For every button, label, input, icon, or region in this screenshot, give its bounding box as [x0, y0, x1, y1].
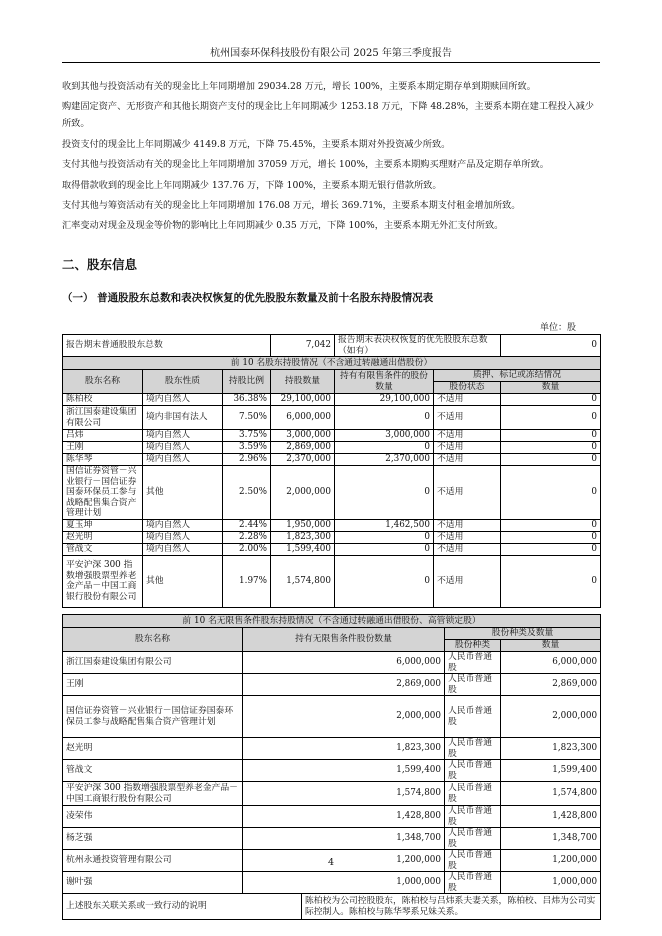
cell-amount: 1,348,700: [501, 828, 601, 850]
table-row: [63, 430, 601, 442]
cell-amount: 2,000,000: [501, 696, 601, 738]
cell-name: 平安沪深 300 指数增强股票型养老金产品－中国工商银行股份有限公司: [63, 782, 243, 806]
cell-restricted: 3,000,000: [335, 430, 434, 442]
table-row: [63, 454, 601, 466]
cell-nature: 境内自然人: [143, 454, 223, 466]
table-row: [63, 466, 601, 520]
paragraph: 支付其他与筹资活动有关的现金比上年同期增加 176.08 万元，增长 369.71%，主要系本期支付租金增加所致。: [62, 200, 521, 211]
cell-ratio: 3.59%: [223, 442, 271, 454]
relation-text: 陈柏校为公司控股股东，陈柏校与吕炜系夫妻关系，陈柏校、吕炜为公司实际控制人。陈柏校与陈华琴系兄妹关系。: [302, 894, 601, 920]
cell-restricted: 2,370,000: [335, 454, 434, 466]
cell-status: 不适用: [434, 555, 501, 607]
cell-name: 浙江国泰建设集团有限公司: [63, 406, 143, 430]
cell-qty: 1,574,800: [243, 782, 445, 806]
col-header-restricted: 持有有限售条件的股份数量: [335, 370, 434, 394]
cell-nature: 境内非国有法人: [143, 406, 223, 430]
cell-qty: 1,348,700: [243, 828, 445, 850]
cell-status: 不适用: [434, 430, 501, 442]
cell-name: 夏玉坤: [63, 519, 143, 531]
cell-qty: 1,428,800: [243, 806, 445, 828]
cell-qty: 2,869,000: [271, 442, 335, 454]
section-title: 二、股东信息: [62, 257, 138, 272]
cell-amount: 0: [501, 543, 601, 555]
col-header-unrestricted-qty: 持有无限售条件股份数量: [243, 628, 445, 652]
cell-amount: 0: [501, 430, 601, 442]
cell-qty: 2,869,000: [243, 674, 445, 696]
cell-name: 凌荣伟: [63, 806, 243, 828]
table-row: [63, 652, 601, 674]
table-row: [63, 406, 601, 430]
cell-type: 人民币普通股: [445, 760, 501, 782]
cell-qty: 3,000,000: [271, 430, 335, 442]
table-row: [63, 519, 601, 531]
cell-amount: 1,200,000: [501, 850, 601, 872]
col-header-ratio: 持股比例: [223, 370, 271, 394]
cell-amount: 1,574,800: [501, 782, 601, 806]
cell-name: 管战文: [63, 543, 143, 555]
cell-qty: 1,200,000: [243, 850, 445, 872]
cell-status: 不适用: [434, 531, 501, 543]
relation-row: [63, 894, 601, 920]
cell-ratio: 1.97%: [223, 555, 271, 607]
paragraph: 支付其他与投资活动有关的现金比上年同期增加 37059 万元，增长 100%，主要系本期购买理财产品及定期存单所致。: [62, 159, 549, 170]
report-header: 杭州国泰环保科技股份有限公司 2025 年第三季度报告: [210, 48, 452, 59]
paragraph: 购建固定资产、无形资产和其他长期资产支付的现金比上年同期减少 1253.18 万元，下降 48.28%，主要系本期在建工程投入减少所致。: [62, 101, 594, 129]
cell-amount: 1,000,000: [501, 872, 601, 894]
relation-label: 上述股东关联关系或一致行动的说明: [63, 894, 302, 920]
paragraph: 投资支付的现金比上年同期减少 4149.8 万元，下降 75.45%，主要系本期对外投资减少所致。: [62, 139, 451, 150]
table-row: [63, 738, 601, 760]
cell-qty: 1,950,000: [271, 519, 335, 531]
cell-nature: 其他: [143, 555, 223, 607]
cell-restricted: 0: [335, 555, 434, 607]
table-row: [63, 531, 601, 543]
cell-qty: 2,000,000: [243, 696, 445, 738]
cell-amount: 6,000,000: [501, 652, 601, 674]
col-header-name: 股东名称: [63, 628, 243, 652]
cell-nature: 境内自然人: [143, 430, 223, 442]
cell-amount: 0: [501, 519, 601, 531]
cell-ratio: 7.50%: [223, 406, 271, 430]
cell-amount: 0: [501, 406, 601, 430]
cell-name: 杨芝强: [63, 828, 243, 850]
unrestricted-shareholders-table: [62, 614, 601, 920]
col-header-name: 股东名称: [63, 370, 143, 394]
col-header-nature: 股东性质: [143, 370, 223, 394]
cell-ratio: 2.44%: [223, 519, 271, 531]
cell-qty: 1,574,800: [271, 555, 335, 607]
cell-name: 赵光明: [63, 531, 143, 543]
cell-nature: 境内自然人: [143, 394, 223, 406]
col-header-status: 股份状态: [434, 382, 501, 394]
cell-qty: 6,000,000: [271, 406, 335, 430]
cell-name: 平安沪深 300 指数增强股票型养老金产品－中国工商银行股份有限公司: [63, 555, 143, 607]
cell-restricted: 0: [335, 442, 434, 454]
cell-restricted: 1,462,500: [335, 519, 434, 531]
cell-amount: 0: [501, 454, 601, 466]
summary-label-preferred: 报告期末表决权恢复的优先股股东总数（如有）: [335, 335, 501, 357]
cell-nature: 境内自然人: [143, 442, 223, 454]
cell-ratio: 36.38%: [223, 394, 271, 406]
table-section-title: 前 10 名股东持股情况（不含通过转融通出借股份）: [63, 357, 601, 370]
table-row: [63, 394, 601, 406]
cell-type: 人民币普通股: [445, 828, 501, 850]
table-row: [63, 806, 601, 828]
cell-type: 人民币普通股: [445, 652, 501, 674]
col-header-kind: 股份种类及数量: [445, 628, 601, 640]
table-row: [63, 555, 601, 607]
cell-status: 不适用: [434, 442, 501, 454]
cell-type: 人民币普通股: [445, 696, 501, 738]
cell-qty: 6,000,000: [243, 652, 445, 674]
col-header-amount: 数量: [501, 382, 601, 394]
cell-type: 人民币普通股: [445, 872, 501, 894]
cell-status: 不适用: [434, 519, 501, 531]
cell-qty: 2,370,000: [271, 454, 335, 466]
cell-status: 不适用: [434, 394, 501, 406]
col-header-pledge: 质押、标记或冻结情况: [434, 370, 601, 382]
cell-restricted: 29,100,000: [335, 394, 434, 406]
cell-name: 浙江国泰建设集团有限公司: [63, 652, 243, 674]
page-number: 4: [327, 857, 335, 868]
cell-name: 国信证券资管－兴业银行－国信证券国泰环保员工参与战略配售集合资产管理计划: [63, 696, 243, 738]
cell-amount: 0: [501, 466, 601, 520]
cell-ratio: 3.75%: [223, 430, 271, 442]
cell-amount: 0: [501, 442, 601, 454]
table-row: [63, 828, 601, 850]
cell-qty: 1,599,400: [243, 760, 445, 782]
cell-status: 不适用: [434, 543, 501, 555]
cell-status: 不适用: [434, 466, 501, 520]
cell-qty: 1,823,300: [271, 531, 335, 543]
cell-name: 国信证券资管－兴业银行－国信证券国泰环保员工参与战略配售集合资产管理计划: [63, 466, 143, 520]
cell-ratio: 2.00%: [223, 543, 271, 555]
cell-ratio: 2.96%: [223, 454, 271, 466]
cell-name: 管战文: [63, 760, 243, 782]
col-header-kind-qty: 数量: [501, 640, 601, 652]
cell-amount: 0: [501, 555, 601, 607]
cell-nature: 其他: [143, 466, 223, 520]
unit-label: 单位：股: [540, 323, 577, 333]
section-subtitle: （一） 普通股股东总数和表决权恢复的优先股股东数量及前十名股东持股情况表: [62, 292, 434, 304]
paragraph: 取得借款收到的现金比上年同期减少 137.76 万，下降 100%，主要系本期无银行借款所致。: [62, 180, 442, 191]
col-header-kind-type: 股份种类: [445, 640, 501, 652]
cell-restricted: 0: [335, 466, 434, 520]
table-row: [63, 782, 601, 806]
cell-amount: 1,823,300: [501, 738, 601, 760]
cell-type: 人民币普通股: [445, 782, 501, 806]
table-row: [63, 872, 601, 894]
table-row: [63, 760, 601, 782]
cell-name: 王刚: [63, 442, 143, 454]
cell-qty: 1,599,400: [271, 543, 335, 555]
header-rule: [62, 62, 600, 63]
cell-qty: 29,100,000: [271, 394, 335, 406]
summary-label-common: 报告期末普通股股东总数: [63, 335, 271, 357]
cell-amount: 0: [501, 394, 601, 406]
cell-qty: 1,823,300: [243, 738, 445, 760]
cell-status: 不适用: [434, 454, 501, 466]
cell-type: 人民币普通股: [445, 674, 501, 696]
summary-value-common: 7,042: [271, 335, 335, 357]
col-header-qty: 持股数量: [271, 370, 335, 394]
cell-name: 赵光明: [63, 738, 243, 760]
table-row: [63, 442, 601, 454]
cell-ratio: 2.50%: [223, 466, 271, 520]
cell-name: 谢叶强: [63, 872, 243, 894]
cell-ratio: 2.28%: [223, 531, 271, 543]
table-section-title: 前 10 名无限售条件股东持股情况（不含通过转融通出借股份、高管锁定股）: [63, 615, 601, 628]
cell-restricted: 0: [335, 543, 434, 555]
cell-restricted: 0: [335, 531, 434, 543]
cell-status: 不适用: [434, 406, 501, 430]
cell-nature: 境内自然人: [143, 543, 223, 555]
cell-name: 杭州永通投资管理有限公司: [63, 850, 243, 872]
cell-type: 人民币普通股: [445, 806, 501, 828]
table-row: [63, 674, 601, 696]
cell-nature: 境内自然人: [143, 519, 223, 531]
cell-type: 人民币普通股: [445, 738, 501, 760]
cell-name: 吕炜: [63, 430, 143, 442]
paragraph: 汇率变动对现金及现金等价物的影响比上年同期减少 0.35 万元，下降 100%，主要系本期无外汇支付所致。: [62, 220, 504, 231]
cell-name: 陈柏校: [63, 394, 143, 406]
cell-name: 陈华琴: [63, 454, 143, 466]
cell-amount: 2,869,000: [501, 674, 601, 696]
cell-qty: 1,000,000: [243, 872, 445, 894]
summary-value-preferred: 0: [501, 335, 601, 357]
cell-qty: 2,000,000: [271, 466, 335, 520]
cell-nature: 境内自然人: [143, 531, 223, 543]
cell-restricted: 0: [335, 406, 434, 430]
cell-amount: 0: [501, 531, 601, 543]
cell-amount: 1,428,800: [501, 806, 601, 828]
cell-amount: 1,599,400: [501, 760, 601, 782]
top10-shareholders-table: [62, 334, 601, 608]
cell-type: 人民币普通股: [445, 850, 501, 872]
table-row: [63, 696, 601, 738]
cell-name: 王刚: [63, 674, 243, 696]
paragraph: 收到其他与投资活动有关的现金比上年同期增加 29034.28 万元，增长 100%，主要系本期定期存单到期赎回所致。: [62, 81, 536, 92]
table-row: [63, 543, 601, 555]
